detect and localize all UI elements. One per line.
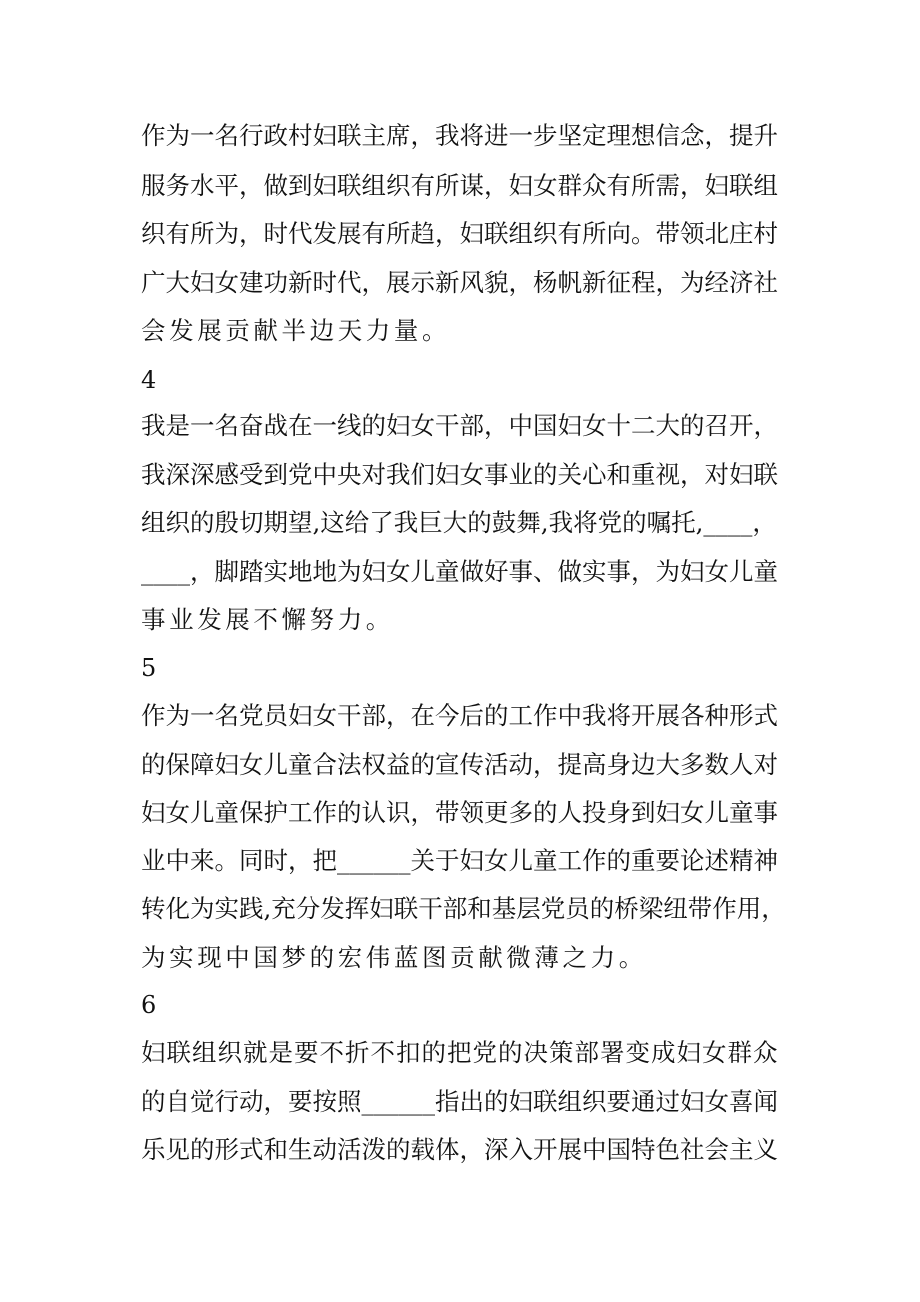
paragraph-line: 广大妇女建功新时代，展示新风貌，杨帆新征程，为经济社 bbox=[141, 268, 778, 297]
paragraph-line: 妇女儿童保护工作的认识，带领更多的人投身到妇女儿童事 bbox=[141, 798, 778, 827]
paragraph-line: 转化为实践,充分发挥妇联干部和基层党员的桥梁纽带作用， bbox=[141, 894, 786, 923]
paragraph-line: 的保障妇女儿童合法权益的宣传活动，提高身边大多数人对 bbox=[141, 750, 778, 779]
paragraph-line: 事业发展不懈努力。 bbox=[141, 605, 394, 634]
paragraph-line: 乐见的形式和生动活泼的载体，深入开展中国特色社会主义 bbox=[141, 1135, 778, 1164]
paragraph-line: 妇联组织就是要不折不扣的把党的决策部署变成妇女群众 bbox=[141, 1038, 779, 1067]
paragraph-line: 组织的殷切期望,这给了我巨大的鼓舞,我将党的嘱托,____， bbox=[141, 508, 777, 537]
paragraph-line: 业中来。同时，把______关于妇女儿童工作的重要论述精神 bbox=[141, 846, 778, 875]
paragraph-line: 织有所为，时代发展有所趋，妇联组织有所向。带领北庄村 bbox=[141, 219, 778, 248]
paragraph-line: 作为一名党员妇女干部，在今后的工作中我将开展各种形式 bbox=[141, 701, 778, 730]
paragraph-line: ____，脚踏实地地为妇女儿童做好事、做实事，为妇女儿童 bbox=[141, 557, 778, 586]
section-number: 6 bbox=[141, 991, 157, 1019]
section-number: 4 bbox=[141, 366, 157, 394]
paragraph-line: 我是一名奋战在一线的妇女干部，中国妇女十二大的召开， bbox=[141, 411, 778, 440]
paragraph-line: 的自觉行动，要按照______指出的妇联组织要通过妇女喜闻 bbox=[141, 1087, 778, 1116]
paragraph-line: 我深深感受到党中央对我们妇女事业的关心和重视，对妇联 bbox=[141, 460, 778, 489]
paragraph-line: 会发展贡献半边天力量。 bbox=[141, 316, 451, 345]
paragraph-line: 服务水平，做到妇联组织有所谋，妇女群众有所需，妇联组 bbox=[141, 171, 778, 200]
section-number: 5 bbox=[141, 654, 157, 682]
paragraph-line: 作为一名行政村妇联主席，我将进一步坚定理想信念，提升 bbox=[141, 121, 778, 150]
paragraph-line: 为实现中国梦的宏伟蓝图贡献微薄之力。 bbox=[141, 943, 647, 972]
